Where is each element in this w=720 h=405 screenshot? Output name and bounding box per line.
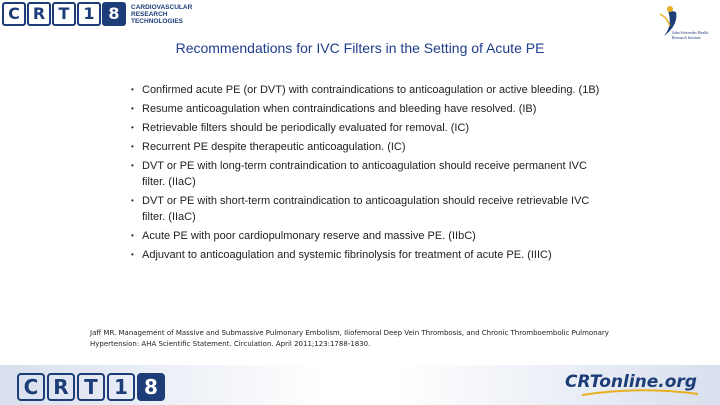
list-item-text: Recurrent PE despite therapeutic anticoagulation. (IC) <box>142 141 406 153</box>
bullet-icon: • <box>131 104 134 113</box>
bullet-icon: • <box>131 231 134 240</box>
list-item <box>128 101 608 117</box>
logo-letter: 1 <box>77 2 101 26</box>
tagline-line: TECHNOLOGIES <box>131 17 184 25</box>
partner-logo-text: John Schroeder Health Research Institute <box>672 30 709 40</box>
list-item <box>128 247 608 263</box>
list-item-text: Adjuvant to anticoagulation and systemic fibrinolysis for treatment of acute PE. (IIIC) <box>142 249 552 261</box>
logo-letter: T <box>77 373 105 401</box>
bullet-icon: • <box>131 196 134 205</box>
bullet-icon: • <box>131 142 134 151</box>
bullet-icon: • <box>131 250 134 259</box>
bullet-icon: • <box>131 161 134 170</box>
logo-letter: 1 <box>107 373 135 401</box>
list-item <box>128 82 608 98</box>
logo-letter: C <box>17 373 45 401</box>
list-item-text: Acute PE with poor cardiopulmonary reserve and massive PE. (IIbC) <box>142 230 476 242</box>
list-item <box>128 158 608 190</box>
logo-letter: T <box>52 2 76 26</box>
list-item-text: DVT or PE with short-term contraindication to anticoagulation should receive retrievable IVC filter. (IIaC) <box>142 195 590 223</box>
crtonline-prefix: CRT <box>565 372 600 392</box>
swoosh-icon <box>580 389 700 397</box>
list-item-text: DVT or PE with long-term contraindication to anticoagulation should receive permanent IVC filter. (IIaC) <box>142 160 587 188</box>
logo-tagline <box>131 4 191 25</box>
recommendation-list <box>128 82 608 266</box>
logo-letter: 8 <box>137 373 165 401</box>
logo-letter: C <box>2 2 26 26</box>
logo-letter: 8 <box>102 2 126 26</box>
list-item-text: Resume anticoagulation when contraindications and bleeding have resolved. (IB) <box>142 103 537 115</box>
list-item <box>128 193 608 225</box>
crt18-logo-footer <box>17 373 167 401</box>
logo-letter: R <box>27 2 51 26</box>
tagline-line: RESEARCH <box>131 10 168 18</box>
bullet-icon: • <box>131 123 134 132</box>
slide-title: Recommendations for IVC Filters in the Setting of Acute PE <box>175 40 545 56</box>
list-item-text: Confirmed acute PE (or DVT) with contraindications to anticoagulation or active bleeding. (1B) <box>142 84 600 96</box>
crt18-logo-header <box>2 2 191 26</box>
citation: Jaff MR. Management of Massive and Submassive Pulmonary Embolism, Iliofemoral Deep Vein Thrombosis, and Chronic Thromboembolic Pulmonary Hypertension: AHA Scientific Statement. Circulation. April 2011;123:1788-1830. <box>90 329 609 348</box>
bullet-icon: • <box>131 85 134 94</box>
list-item-text: Retrievable filters should be periodically evaluated for removal. (IC) <box>142 122 470 134</box>
list-item <box>128 228 608 244</box>
logo-letter: R <box>47 373 75 401</box>
crtonline-suffix: online.org <box>599 372 697 392</box>
tagline-line: CARDIOVASCULAR <box>131 3 193 11</box>
list-item <box>128 139 608 155</box>
list-item <box>128 120 608 136</box>
